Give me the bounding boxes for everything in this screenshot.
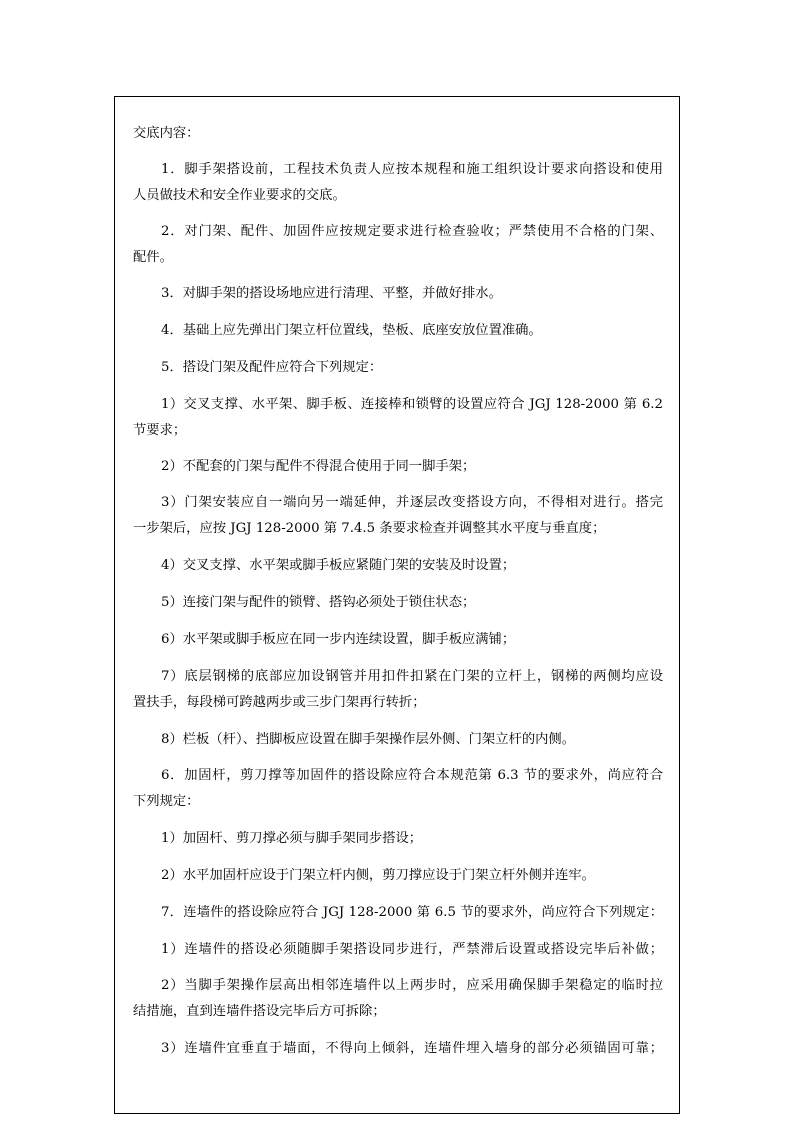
para-2-line-2: 配件。 bbox=[133, 250, 173, 265]
para-19-line-1: 2）当脚手架操作层高出相邻连墙件以上两步时，应采用确保脚手架稳定的临时拉 bbox=[161, 978, 663, 993]
para-9-line-1: 4）交叉支撑、水平架或脚手板应紧随门架的安装及时设置； bbox=[161, 558, 516, 573]
para-2-line-1: 2．对门架、配件、加固件应按规定要求进行检查验收；严禁使用不合格的门架、 bbox=[161, 224, 663, 239]
para-20-line-1: 3）连墙件宜垂直于墙面，不得向上倾斜，连墙件埋入墙身的部分必须锚固可靠； bbox=[161, 1041, 663, 1056]
para-8-line-2: 一步架后，应按 JGJ 128-2000 第 7.4.5 条要求检查并调整其水平度与垂直度； bbox=[133, 521, 606, 536]
para-6-line-2: 节要求； bbox=[133, 423, 187, 438]
disclosure-table-cell bbox=[114, 96, 680, 1114]
para-5-line-1: 5．搭设门架及配件应符合下列规定： bbox=[161, 360, 383, 375]
para-6-line-1: 1）交叉支撑、水平架、脚手板、连接棒和锁臂的设置应符合 JGJ 128-2000 第 6.2 bbox=[161, 397, 663, 412]
para-11-line-1: 6）水平架或脚手板应在同一步内连续设置，脚手板应满铺； bbox=[161, 632, 516, 647]
para-12-line-1: 7）底层钢梯的底部应加设钢管并用扣件扣紧在门架的立杆上，钢梯的两侧均应设 bbox=[161, 669, 663, 684]
para-1-line-1: 1．脚手架搭设前，工程技术负责人应按本规程和施工组织设计要求向搭设和使用 bbox=[161, 162, 663, 177]
para-7-line-1: 2）不配套的门架与配件不得混合使用于同一脚手架； bbox=[161, 459, 476, 474]
para-13-line-1: 8）栏板（杆）、挡脚板应设置在脚手架操作层外侧、门架立杆的内侧。 bbox=[161, 732, 576, 747]
para-14-line-2: 下列规定： bbox=[133, 794, 200, 809]
para-10-line-1: 5）连接门架与配件的锁臂、搭钩必须处于锁住状态； bbox=[161, 595, 476, 610]
para-1-line-2: 人员做技术和安全作业要求的交底。 bbox=[133, 188, 346, 203]
content-heading: 交底内容： bbox=[133, 126, 200, 141]
para-14-line-1: 6．加固杆，剪刀撑等加固件的搭设除应符合本规范第 6.3 节的要求外，尚应符合 bbox=[161, 768, 663, 783]
para-17-line-1: 7．连墙件的搭设除应符合 JGJ 128-2000 第 6.5 节的要求外，尚应符合下列规定： bbox=[161, 905, 663, 920]
para-18-line-1: 1）连墙件的搭设必须随脚手架搭设同步进行，严禁滞后设置或搭设完毕后补做； bbox=[161, 942, 663, 957]
para-3-line-1: 3．对脚手架的搭设场地应进行清理、平整，并做好排水。 bbox=[161, 286, 502, 301]
para-8-line-1: 3）门架安装应自一端向另一端延伸，并逐层改变搭设方向，不得相对进行。搭完 bbox=[161, 495, 663, 510]
para-16-line-1: 2）水平加固杆应设于门架立杆内侧，剪刀撑应设于门架立杆外侧并连牢。 bbox=[161, 868, 595, 883]
para-12-line-2: 置扶手，每段梯可跨越两步或三步门架再行转折； bbox=[133, 695, 426, 710]
para-4-line-1: 4．基础上应先弹出门架立杆位置线，垫板、底座安放位置准确。 bbox=[161, 323, 542, 338]
para-19-line-2: 结措施，直到连墙件搭设完毕后方可拆除； bbox=[133, 1004, 386, 1019]
para-15-line-1: 1）加固杆、剪刀撑必须与脚手架同步搭设； bbox=[161, 831, 423, 846]
